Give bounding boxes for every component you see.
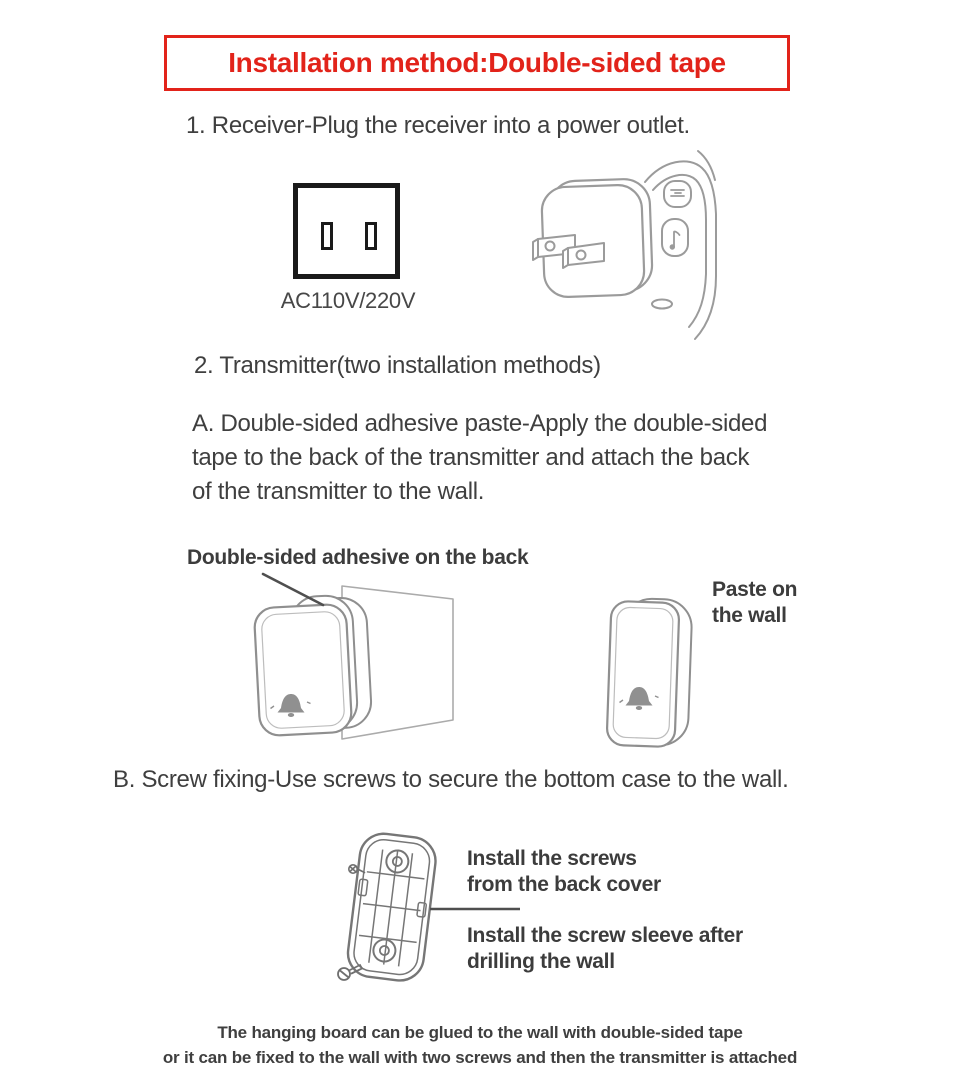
music-note-icon	[674, 231, 680, 247]
leader-line-adhesive	[263, 574, 323, 605]
screws-label	[467, 846, 661, 898]
adhesive-label: Double-sided adhesive on the back	[187, 546, 529, 569]
step1-text: 1. Receiver-Plug the receiver into a power outlet.	[186, 112, 690, 139]
transmitter-front	[607, 601, 680, 747]
method-a-line3: of the transmitter to the wall.	[192, 478, 485, 505]
outlet-slot-right	[365, 222, 377, 250]
step2-text: 2. Transmitter(two installation methods)	[194, 352, 601, 379]
sleeve-label-line1: Install the screw sleeve after	[467, 924, 743, 947]
method-a-paragraph	[192, 407, 767, 509]
method-a-line1: A. Double-sided adhesive paste-Apply the double-sided	[192, 410, 768, 437]
outlet-voltage-label: AC110V/220V	[280, 288, 416, 313]
music-note-head	[670, 244, 675, 249]
paste-label-line2: the wall	[712, 604, 787, 627]
method-b-text: B. Screw fixing-Use screws to secure the bottom case to the wall.	[113, 766, 789, 793]
transmitter-illustration	[600, 587, 710, 749]
screws-label-line2: from the back cover	[467, 873, 661, 896]
outlet-slot-left	[321, 222, 333, 250]
screws-label-line1: Install the screws	[467, 847, 637, 870]
speaker-lines-icon	[671, 190, 684, 196]
volume-button	[664, 181, 691, 207]
sleeve-label	[467, 923, 743, 975]
footer-note	[0, 1020, 960, 1070]
back-cover-plate	[345, 831, 438, 983]
transmitter-front	[254, 604, 353, 737]
receiver-plug-illustration	[505, 148, 720, 343]
transmitter-on-wall-illustration	[225, 572, 470, 764]
led-indicator	[652, 300, 672, 309]
sleeve-label-line2: drilling the wall	[467, 950, 615, 973]
method-a-line2: tape to the back of the transmitter and attach the back	[192, 444, 750, 471]
footer-line1: The hanging board can be glued to the wall with double-sided tape	[217, 1023, 743, 1042]
paste-label-line1: Paste on	[712, 578, 798, 601]
page-title: Installation method:Double-sided tape	[228, 47, 726, 78]
receiver-body-outline	[645, 151, 716, 339]
footer-line2: or it can be fixed to the wall with two screws and then the transmitter is attached	[162, 1048, 798, 1067]
paste-label	[712, 577, 797, 629]
power-outlet-illustration	[293, 183, 400, 279]
melody-button	[662, 219, 688, 256]
title-box	[164, 35, 790, 91]
